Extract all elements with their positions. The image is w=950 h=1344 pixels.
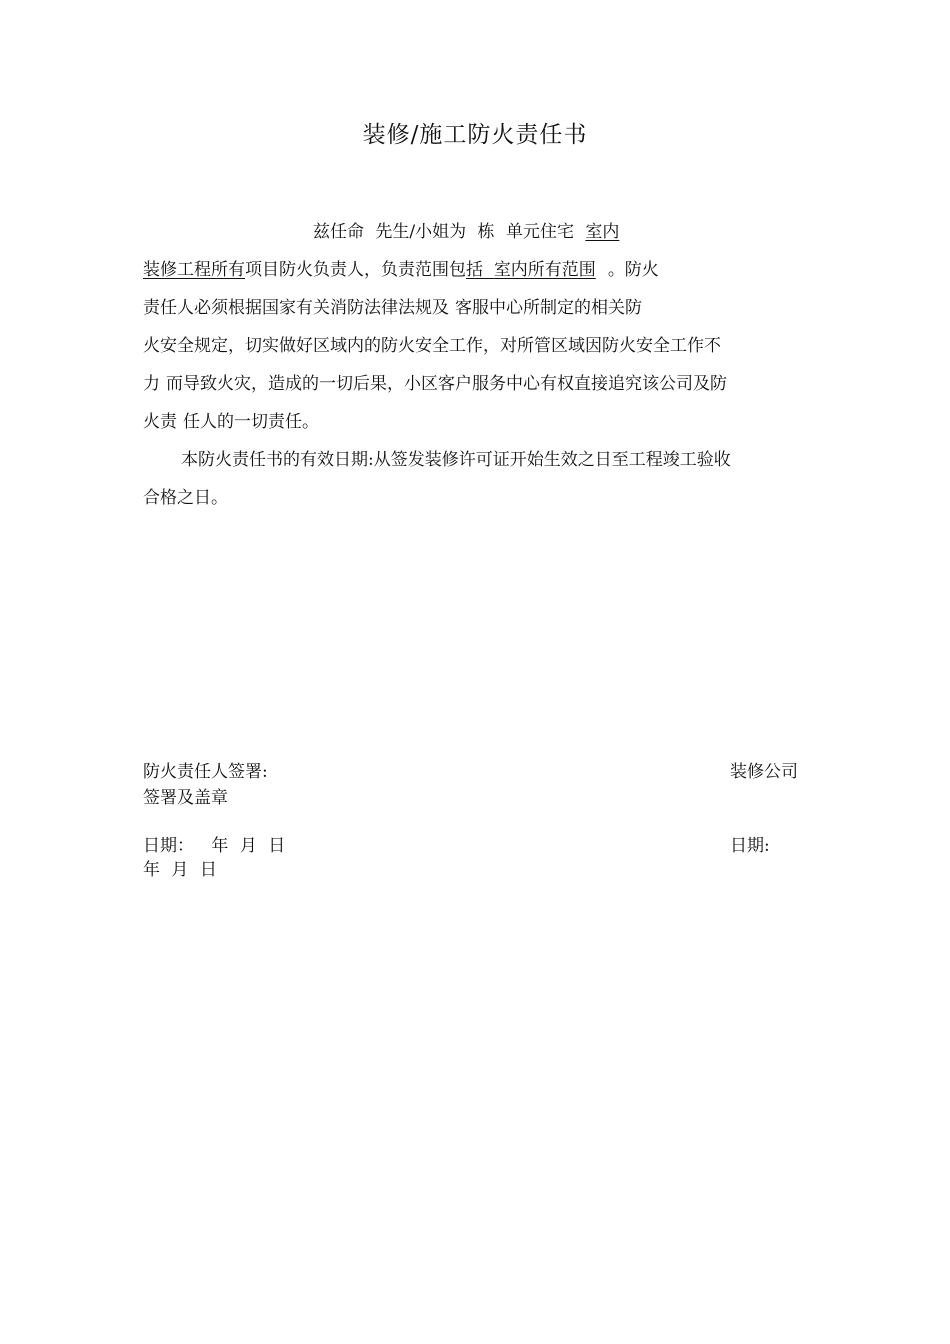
body-line-5 [143,372,727,396]
left-date-month: 月 [239,836,257,856]
sign-stamp-label: 签署及盖章 [143,788,228,808]
bottom-date-day: 日 [199,860,217,880]
text-all-resp: 任人的一切责任。 [183,412,319,432]
body-line-4: 火安全规定，切实做好区域内的防火安全工作，对所管区域因防火安全工作不 [143,336,721,356]
text-building: 栋 [477,222,495,242]
appointment-line-2 [143,258,659,282]
text-responsible-scope: 项目防火负责人，负责范围包 [245,260,466,280]
left-date-line [143,834,285,858]
appointment-line-1 [313,220,619,244]
underlined-all-decoration: 装修工程所有 [143,260,245,280]
bottom-date-month: 月 [171,860,189,880]
text-li: 力 [143,374,160,394]
text-laws: 责任人必须根据国家有关消防法律法规及 [143,298,449,318]
text-fire-prevention: 。防火 [607,260,659,280]
underlined-scope: 室内所有范围 [493,260,596,280]
bottom-date-year: 年 [143,860,160,880]
document-title: 装修/施工防火责任书 [362,122,588,148]
validity-line: 本防火责任书的有效日期:从签发装修许可证开始生效之日至工程竣工验收 [181,450,731,470]
decoration-company-label: 装修公司 [730,762,798,782]
text-appoint: 兹任命 [313,222,364,242]
text-mr-ms: 先生/小姐为 [375,222,467,242]
underlined-indoor: 室内 [585,222,620,242]
text-consequence: 而导致火灾，造成的一切后果，小区客户服务中心有权直接追究该公司及防 [166,374,727,394]
text-unit-residence: 单元住宅 [505,222,574,242]
text-service-center: 客服中心所制定的相关防 [455,298,642,318]
left-date-year: 年 [211,836,229,856]
left-date-day: 日 [268,836,286,856]
body-line-3 [143,296,642,320]
text-fire-resp: 火责 [143,412,177,432]
underlined-include: 括 [466,260,483,280]
validity-line-end: 合格之日。 [143,488,228,508]
fire-resp-sign-label: 防火责任人签署: [143,762,268,782]
right-date-label: 日期: [730,836,770,856]
body-line-6 [143,410,319,434]
bottom-date-line [143,858,217,882]
left-date-label: 日期： [143,836,194,856]
